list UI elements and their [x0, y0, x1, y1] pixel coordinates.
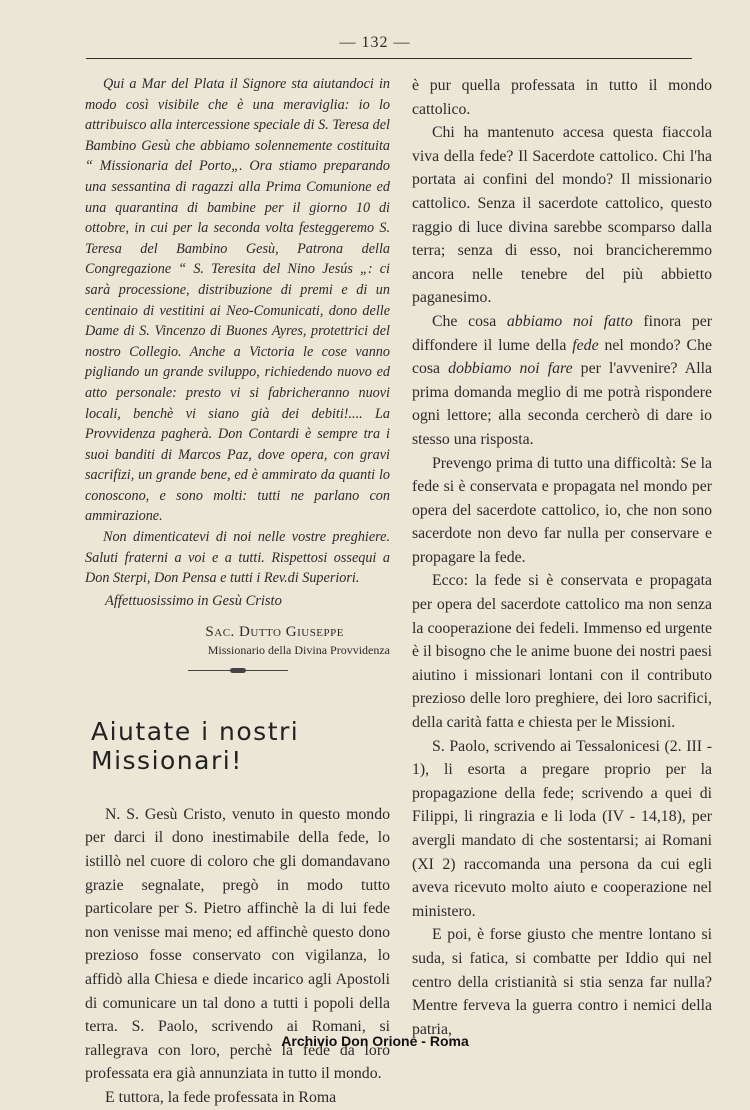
- ornament-divider: [188, 670, 288, 677]
- letter-excerpt: [85, 74, 390, 589]
- right-column: [412, 74, 712, 1041]
- article-paragraph: N. S. Gesù Cristo, venuto in questo mondo per darci il dono inestimabile della fede, lo istillò nel cuore di coloro che gli domandavano grazie segnalate, pregò in modo tutto particolare per S. Pietro affinchè la di lui fede non venisse mai meno; ed affinchè questo dono prezioso fosse conservato con vigilanza, lo affidò alla Chiesa e diede incarico agli Apostoli di comunicare un tal dono a tutti i popoli della terra. S. Paolo, scrivendo ai Romani, si rallegrava con loro, perchè la fede da loro professata era già annunziata in tutto il mondo.: [85, 805, 390, 1083]
- article-paragraph-questions: Che cosa abbiamo noi fatto finora per diffondere il lume della fede nel mondo? Che cosa dobbiamo noi fare per l'avvenire? Alla prima domanda meglio di me potrà rispondere ogni lettore; alla seconda cercherò di dare io stesso una risposta.: [412, 312, 713, 448]
- emphasis-text: fede: [572, 336, 599, 354]
- article-paragraph: Prevengo prima di tutto una difficoltà: Se la fede si è conservata e propagata nel mondo per opera del sacerdote cattolico, io, che non sono sacerdote non devo far nulla per conservare e propagare la fede.: [412, 454, 712, 566]
- signature-name: Sac. Dutto Giuseppe: [205, 623, 344, 640]
- article-paragraph: E poi, è forse giusto che mentre lontano si suda, si fatica, si combatte per Iddio qui nel centro della cristianità si stia senza far nulla? Mentre ferveva la guerra contro i nemici della patria,: [412, 926, 712, 1038]
- letter-closing: Affettuosissimo in Gesù Cristo: [105, 592, 282, 609]
- article-paragraph: Ecco: la fede si è conservata e propagata per opera del sacerdote cattolico ma non senza la cooperazione dei fedeli. Immenso ed urgente è il bisogno che le anime buone dei nostri paesi aiutino i missionari lontani con il contributo prezioso delle loro preghiere, dei loro sacrifici, della carità fatta e chiesta per le Missioni.: [412, 572, 712, 732]
- left-column: [85, 74, 390, 1110]
- article-continuation: è pur quella professata in tutto il mondo cattolico.: [412, 77, 712, 118]
- letter-paragraph-2: Non dimenticatevi di noi nelle vostre preghiere. Saluti fraterni a voi e a tutti. Rispettosi ossequi a Don Sterpi, Don Pensa e tutti i Rev.di Superiori.: [85, 529, 390, 587]
- page-number: — 132 —: [339, 34, 411, 51]
- article-paragraph: E tuttora, la fede professata in Roma: [105, 1088, 337, 1106]
- header-rule: [86, 58, 692, 59]
- emphasis-text: dobbiamo noi fare: [448, 360, 573, 378]
- article-title: Aiutate i nostri Missionari!: [91, 716, 300, 775]
- archive-footer: Archivio Don Orione - Roma: [281, 1033, 469, 1049]
- emphasis-text: abbiamo noi fatto: [506, 312, 633, 330]
- article-paragraph: Chi ha mantenuto accesa questa fiaccola viva della fede? Il Sacerdote cattolico. Chi l'ha portata ai confini del mondo? Il missionario cattolico. Senza il sacerdote cattolico, questo raggio di luce divina sarebbe scomparso dalla terra; senza di esso, noi brancicheremmo ancora nelle tenebre del più abbietto paganesimo.: [412, 124, 712, 307]
- letter-paragraph-1: Qui a Mar del Plata il Signore sta aiutandoci in modo così visibile che è una meraviglia: io lo attribuisco alla intercessione speciale di S. Teresa del Bambino Gesù che abbiamo solennemente costituita “ Missionaria del Porto„. Ora stiamo preparando una sessantina di ragazzi alla Prima Comunione ed una quarantina di bambine per il giorno 10 di ottobre, in cui per la seconda volta festeggeremo S. Teresa del Bambino Gesù, Patrona della Congregazione “ S. Teresita del Nino Jesús „: ci sarà processione, distribuzione di premi e di un centinaio di vestitini ai Neo-Comunicati, dono delle Dame di S. Vincenzo di Buones Ayres, protettrici del nostro Collegio. Anche a Victoria le cose vanno pigliando un grande sviluppo, richiedendo nuovo ed atto personale: presto vi si fabricheranno nuovi locali, benchè vi siano già dei debiti!.... La Provvidenza pagherà. Don Contardi è sempre tra i suoi banditi di Marcos Paz, dove opera, con gravi sacrifizi, un grande bene, ed è ammirato da quanti lo conoscono, e sono molti: tutti ne parlano con ammirazione.: [85, 76, 390, 525]
- article-paragraph: S. Paolo, scrivendo ai Tessalonicesi (2. III - 1), li esorta a pregare proprio per la propagazione della fede; scrivendo a quei di Filippi, li ringrazia e li loda (IV - 14,18), per avergli mandato di che sostentarsi; ai Romani (XI 2) raccomanda una persona da cui egli aveva ricevuto molto aiuto e cooperazione nel ministero.: [412, 737, 712, 920]
- signature-role: Missionario della Divina Provvidenza: [207, 642, 390, 657]
- article-left-body: [85, 803, 390, 1110]
